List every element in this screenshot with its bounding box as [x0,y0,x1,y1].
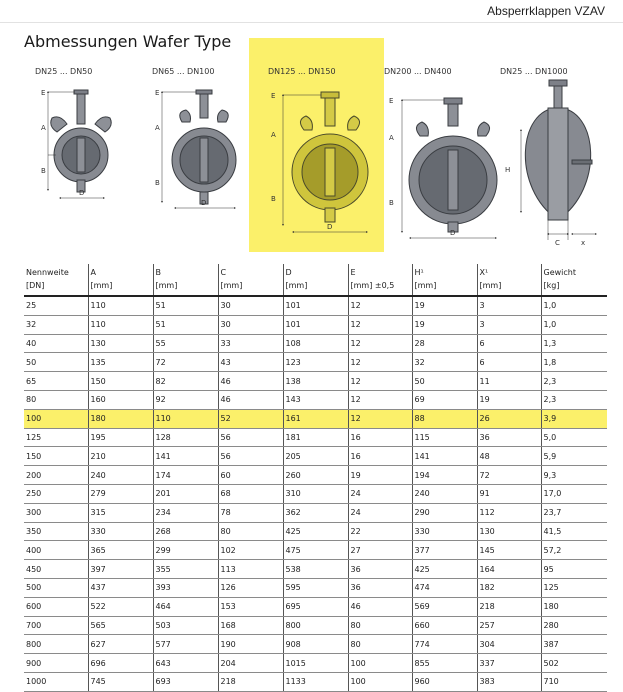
table-cell: 112 [477,503,541,522]
table-cell: 425 [412,560,477,579]
table-cell: 300 [24,503,88,522]
column-header [153,264,218,296]
table-body [24,296,607,691]
table-cell: 16 [348,447,412,466]
table-cell: 330 [412,522,477,541]
table-cell: 65 [24,372,88,391]
table-cell: 180 [541,597,607,616]
dim-e-2: E [155,89,160,97]
table-cell: 46 [218,390,283,409]
table-cell: 174 [153,466,218,485]
table-cell: 88 [412,409,477,428]
table-cell: 72 [477,466,541,485]
table-cell: 695 [283,597,348,616]
table-cell: 693 [153,672,218,691]
table-cell: 12 [348,390,412,409]
table-cell: 900 [24,654,88,673]
table-cell: 400 [24,541,88,560]
table-cell: 2,3 [541,390,607,409]
table-cell: 569 [412,597,477,616]
drawing-label-dn65-dn100: DN65 ... DN100 [152,67,215,76]
table-cell: 24 [348,503,412,522]
table-cell: 377 [412,541,477,560]
column-header-unit: [mm] [220,281,243,290]
table-cell: 11 [477,372,541,391]
column-header [348,264,412,296]
table-cell: 190 [218,635,283,654]
table-cell: 660 [412,616,477,635]
dim-b-1: B [41,167,46,175]
column-header [218,264,283,296]
valve-drawing-dn25-dn1000 [525,80,592,220]
table-cell: 153 [218,597,283,616]
column-header-unit: [DN] [26,281,45,290]
table-cell: 130 [477,522,541,541]
table-cell: 12 [348,409,412,428]
table-cell: 51 [153,296,218,315]
valve-drawing-dn200-dn400 [409,98,497,232]
table-cell: 30 [218,315,283,334]
table-cell: 150 [24,447,88,466]
table-cell: 350 [24,522,88,541]
table-cell: 315 [88,503,153,522]
column-header-name: X¹ [479,268,489,277]
table-cell: 32 [24,315,88,334]
table-cell: 36 [348,560,412,579]
valve-drawing-dn125-dn150 [292,92,368,222]
column-header-name: C [220,268,227,277]
dim-a-2: A [155,124,160,132]
table-cell: 502 [541,654,607,673]
table-cell: 205 [283,447,348,466]
table-cell: 12 [348,372,412,391]
table-cell: 110 [88,315,153,334]
table-cell: 700 [24,616,88,635]
table-cell: 17,0 [541,484,607,503]
dim-a-1: A [41,124,46,132]
table-cell: 78 [218,503,283,522]
column-header-name: E [350,268,356,277]
table-cell: 800 [283,616,348,635]
table-cell: 745 [88,672,153,691]
table-cell: 28 [412,334,477,353]
table-cell: 182 [477,578,541,597]
table-cell: 19 [412,296,477,315]
column-header-name: Gewicht [543,268,576,277]
table-cell: 5,0 [541,428,607,447]
table-row [24,597,607,616]
table-cell: 464 [153,597,218,616]
table-cell: 643 [153,654,218,673]
table-row [24,353,607,372]
table-cell: 201 [153,484,218,503]
table-cell: 40 [24,334,88,353]
table-row [24,428,607,447]
table-cell: 250 [24,484,88,503]
table-cell: 100 [24,409,88,428]
table-cell: 774 [412,635,477,654]
table-cell: 6 [477,353,541,372]
dim-c-5: C [555,239,560,247]
table-cell: 145 [477,541,541,560]
table-cell: 1,8 [541,353,607,372]
table-cell: 32 [412,353,477,372]
table-cell: 234 [153,503,218,522]
table-cell: 2,3 [541,372,607,391]
table-cell: 57,2 [541,541,607,560]
table-row [24,635,607,654]
table-cell: 3,9 [541,409,607,428]
table-cell: 101 [283,296,348,315]
table-row [24,372,607,391]
table-cell: 5,9 [541,447,607,466]
document-header: Absperrklappen VZAV [487,4,605,18]
table-cell: 627 [88,635,153,654]
table-cell: 160 [88,390,153,409]
table-cell: 150 [88,372,153,391]
table-cell: 425 [283,522,348,541]
table-cell: 52 [218,409,283,428]
dimensions-table [24,264,607,692]
table-cell: 113 [218,560,283,579]
column-header-unit: [mm] [155,281,178,290]
column-header-name: H¹ [414,268,424,277]
dim-x-5: x [581,239,586,247]
drawing-label-dn125-dn150: DN125 ... DN150 [268,67,336,76]
table-cell: 50 [24,353,88,372]
table-cell: 100 [348,654,412,673]
table-cell: 68 [218,484,283,503]
table-cell: 12 [348,315,412,334]
table-cell: 1133 [283,672,348,691]
table-cell: 474 [412,578,477,597]
table-cell: 80 [348,616,412,635]
dim-d-4: D [450,229,456,237]
table-cell: 95 [541,560,607,579]
table-row [24,541,607,560]
table-row [24,466,607,485]
table-cell: 12 [348,353,412,372]
table-cell: 60 [218,466,283,485]
dim-e-4: E [389,97,394,105]
table-cell: 600 [24,597,88,616]
table-cell: 48 [477,447,541,466]
table-cell: 800 [24,635,88,654]
table-cell: 80 [24,390,88,409]
table-cell: 362 [283,503,348,522]
table-cell: 123 [283,353,348,372]
valve-drawings [0,0,623,262]
table-cell: 115 [412,428,477,447]
dim-d-1: D [79,189,85,197]
table-cell: 33 [218,334,283,353]
table-cell: 290 [412,503,477,522]
table-row [24,390,607,409]
dim-b-3: B [271,195,276,203]
table-cell: 240 [88,466,153,485]
table-cell: 365 [88,541,153,560]
table-cell: 41,5 [541,522,607,541]
table-cell: 110 [88,296,153,315]
column-header [88,264,153,296]
table-row [24,522,607,541]
table-cell: 855 [412,654,477,673]
table-cell: 710 [541,672,607,691]
dim-a-4: A [389,134,394,142]
table-cell: 36 [348,578,412,597]
table-row [24,654,607,673]
table-row [24,334,607,353]
column-header-unit: [mm] [285,281,308,290]
table-cell: 80 [348,635,412,654]
table-cell: 6 [477,334,541,353]
column-header-name: A [90,268,96,277]
table-cell: 330 [88,522,153,541]
table-cell: 908 [283,635,348,654]
table-cell: 565 [88,616,153,635]
table-cell: 164 [477,560,541,579]
table-cell: 27 [348,541,412,560]
table-cell: 577 [153,635,218,654]
table-cell: 130 [88,334,153,353]
table-cell: 304 [477,635,541,654]
table-cell: 500 [24,578,88,597]
column-header [541,264,607,296]
table-row [24,409,607,428]
table-cell: 260 [283,466,348,485]
table-cell: 696 [88,654,153,673]
table-row [24,296,607,315]
table-cell: 135 [88,353,153,372]
table-cell: 36 [477,428,541,447]
table-cell: 141 [412,447,477,466]
table-cell: 24 [348,484,412,503]
table-row [24,503,607,522]
table-cell: 1,0 [541,315,607,334]
table-cell: 240 [412,484,477,503]
table-cell: 100 [348,672,412,691]
column-header [283,264,348,296]
table-row [24,484,607,503]
table-cell: 50 [412,372,477,391]
column-header-unit: [mm] ±0,5 [350,281,395,290]
table-cell: 125 [541,578,607,597]
table-cell: 299 [153,541,218,560]
table-cell: 1,0 [541,296,607,315]
table-cell: 72 [153,353,218,372]
table-row [24,672,607,691]
table-cell: 960 [412,672,477,691]
table-cell: 200 [24,466,88,485]
table-row [24,560,607,579]
table-cell: 538 [283,560,348,579]
table-cell: 128 [153,428,218,447]
table-cell: 110 [153,409,218,428]
table-cell: 126 [218,578,283,597]
table-cell: 43 [218,353,283,372]
table-cell: 218 [218,672,283,691]
table-cell: 355 [153,560,218,579]
column-header-unit: [mm] [90,281,113,290]
table-cell: 101 [283,315,348,334]
table-row [24,578,607,597]
column-header-name: D [285,268,292,277]
drawing-label-dn25-dn1000: DN25 ... DN1000 [500,67,568,76]
drawing-label-dn200-dn400: DN200 ... DN400 [384,67,452,76]
table-cell: 180 [88,409,153,428]
table-cell: 1000 [24,672,88,691]
table-cell: 56 [218,447,283,466]
dim-b-4: B [389,199,394,207]
dim-d-3: D [327,223,333,231]
table-cell: 3 [477,315,541,334]
table-cell: 25 [24,296,88,315]
table-cell: 397 [88,560,153,579]
table-cell: 125 [24,428,88,447]
column-header [477,264,541,296]
table-cell: 12 [348,334,412,353]
dim-b-2: B [155,179,160,187]
column-header [412,264,477,296]
table-cell: 280 [541,616,607,635]
table-cell: 108 [283,334,348,353]
table-cell: 141 [153,447,218,466]
column-header [24,264,88,296]
column-header-unit: [mm] [414,281,437,290]
table-cell: 19 [348,466,412,485]
table-cell: 19 [412,315,477,334]
table-cell: 143 [283,390,348,409]
table-cell: 595 [283,578,348,597]
table-cell: 19 [477,390,541,409]
table-cell: 383 [477,672,541,691]
dim-a-3: A [271,131,276,139]
table-cell: 80 [218,522,283,541]
table-cell: 210 [88,447,153,466]
table-cell: 437 [88,578,153,597]
table-cell: 51 [153,315,218,334]
table-row [24,616,607,635]
table-row [24,315,607,334]
drawing-label-dn25-dn50: DN25 ... DN50 [35,67,93,76]
table-cell: 56 [218,428,283,447]
table-cell: 387 [541,635,607,654]
dim-e-1: E [41,89,46,97]
table-header-row [24,264,607,296]
table-cell: 22 [348,522,412,541]
table-cell: 92 [153,390,218,409]
table-cell: 91 [477,484,541,503]
table-cell: 204 [218,654,283,673]
table-cell: 1015 [283,654,348,673]
dim-h-5: H [505,166,511,174]
column-header-name: B [155,268,161,277]
table-cell: 82 [153,372,218,391]
table-cell: 138 [283,372,348,391]
table-row [24,447,607,466]
dim-e-3: E [271,92,276,100]
table-cell: 30 [218,296,283,315]
table-cell: 522 [88,597,153,616]
table-cell: 475 [283,541,348,560]
table-cell: 218 [477,597,541,616]
table-cell: 16 [348,428,412,447]
column-header-unit: [kg] [543,281,560,290]
table-cell: 161 [283,409,348,428]
table-cell: 450 [24,560,88,579]
table-cell: 194 [412,466,477,485]
table-cell: 55 [153,334,218,353]
table-cell: 9,3 [541,466,607,485]
table-cell: 46 [348,597,412,616]
table-cell: 46 [218,372,283,391]
table-cell: 26 [477,409,541,428]
table-cell: 195 [88,428,153,447]
table-cell: 3 [477,296,541,315]
table-cell: 23,7 [541,503,607,522]
table-cell: 279 [88,484,153,503]
column-header-unit: [mm] [479,281,502,290]
table-cell: 310 [283,484,348,503]
column-header-name: Nennweite [26,268,69,277]
table-cell: 257 [477,616,541,635]
table-cell: 12 [348,296,412,315]
table-cell: 337 [477,654,541,673]
table-cell: 393 [153,578,218,597]
page-title: Abmessungen Wafer Type [24,32,232,51]
dim-d-2: D [201,199,207,207]
valve-drawing-dn65-dn100 [172,90,236,204]
table-cell: 503 [153,616,218,635]
table-cell: 268 [153,522,218,541]
valve-drawing-dn25-dn50 [51,90,111,192]
table-cell: 102 [218,541,283,560]
table-cell: 1,3 [541,334,607,353]
table-cell: 69 [412,390,477,409]
table-cell: 181 [283,428,348,447]
table-cell: 168 [218,616,283,635]
